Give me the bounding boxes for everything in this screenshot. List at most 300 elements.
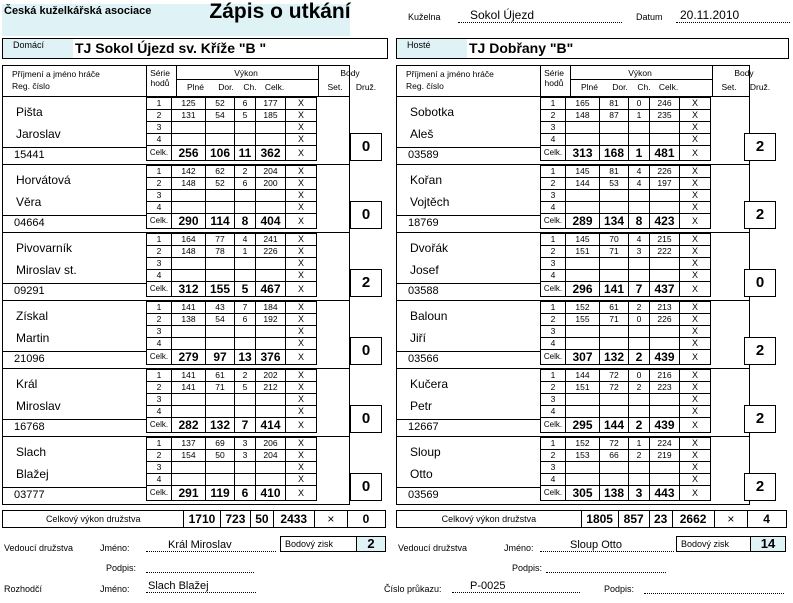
header-druz: Druž. bbox=[355, 82, 377, 92]
series-value[interactable] bbox=[629, 462, 650, 474]
series-value[interactable]: 72 bbox=[600, 438, 629, 450]
summary-x: × bbox=[714, 511, 748, 527]
set-mark: X bbox=[286, 98, 317, 110]
player-firstname: Jiří bbox=[410, 331, 426, 345]
series-value[interactable]: 138 bbox=[172, 314, 206, 326]
player-points: 2 bbox=[744, 201, 776, 229]
series-value[interactable] bbox=[650, 122, 680, 134]
series-value[interactable]: 202 bbox=[256, 370, 286, 382]
series-value[interactable] bbox=[206, 202, 235, 214]
series-value[interactable] bbox=[256, 202, 286, 214]
series-value[interactable] bbox=[566, 270, 600, 282]
guest-sign-line[interactable] bbox=[546, 562, 666, 573]
series-value[interactable]: 61 bbox=[600, 302, 629, 314]
series-row bbox=[147, 270, 317, 282]
series-value[interactable] bbox=[206, 190, 235, 202]
series-value[interactable] bbox=[206, 134, 235, 146]
series-value[interactable]: 216 bbox=[650, 370, 680, 382]
series-value[interactable] bbox=[650, 406, 680, 418]
header-plne: Plné bbox=[580, 82, 598, 92]
player-points: 2 bbox=[744, 473, 776, 501]
total-row bbox=[147, 486, 317, 501]
set-mark: X bbox=[286, 270, 317, 282]
series-value[interactable]: 2 bbox=[235, 370, 256, 382]
home-bodovy-zisk-label: Bodový zisk bbox=[280, 536, 358, 552]
series-value[interactable] bbox=[172, 134, 206, 146]
series-value[interactable]: 125 bbox=[172, 98, 206, 110]
series-value[interactable]: 151 bbox=[566, 246, 600, 258]
series-value[interactable]: 72 bbox=[600, 370, 629, 382]
series-value[interactable] bbox=[235, 406, 256, 418]
series-value[interactable]: 1 bbox=[235, 246, 256, 258]
set-mark: X bbox=[680, 474, 711, 486]
series-value[interactable]: 61 bbox=[206, 370, 235, 382]
set-mark: X bbox=[286, 122, 317, 134]
series-row bbox=[147, 110, 317, 122]
series-value[interactable] bbox=[566, 406, 600, 418]
summary-celk: 2662 bbox=[672, 511, 714, 527]
series-value[interactable] bbox=[256, 394, 286, 406]
set-mark: X bbox=[286, 246, 317, 258]
series-value[interactable] bbox=[235, 122, 256, 134]
series-value[interactable]: 192 bbox=[256, 314, 286, 326]
series-value[interactable]: 71 bbox=[600, 246, 629, 258]
series-row bbox=[147, 382, 317, 394]
series-value[interactable]: 246 bbox=[650, 98, 680, 110]
home-summary bbox=[2, 510, 386, 528]
series-value[interactable] bbox=[172, 462, 206, 474]
series-value[interactable]: 151 bbox=[566, 382, 600, 394]
series-value[interactable] bbox=[650, 258, 680, 270]
series-value[interactable]: 0 bbox=[629, 370, 650, 382]
summary-plne: 1710 bbox=[184, 511, 220, 527]
series-value[interactable] bbox=[629, 338, 650, 350]
total-row bbox=[147, 214, 317, 229]
player-reg: 15441 bbox=[14, 149, 45, 161]
series-value[interactable] bbox=[629, 258, 650, 270]
set-mark: X bbox=[680, 370, 711, 382]
series-value[interactable]: 206 bbox=[256, 438, 286, 450]
set-mark: X bbox=[680, 382, 711, 394]
home-label: Domácí bbox=[3, 39, 73, 58]
total-label: Celk. bbox=[147, 418, 172, 433]
series-row bbox=[541, 246, 711, 258]
player-points: 2 bbox=[744, 133, 776, 161]
series-value[interactable]: 4 bbox=[629, 178, 650, 190]
total-value: 414 bbox=[256, 418, 286, 433]
series-value[interactable]: 72 bbox=[600, 382, 629, 394]
player-row bbox=[396, 300, 750, 368]
series-value[interactable]: 165 bbox=[566, 98, 600, 110]
set-mark: X bbox=[286, 462, 317, 474]
series-value[interactable] bbox=[566, 202, 600, 214]
player-row bbox=[396, 96, 750, 164]
series-number: 1 bbox=[147, 166, 172, 178]
series-value[interactable]: 4 bbox=[629, 234, 650, 246]
set-mark: X bbox=[286, 350, 317, 365]
series-value[interactable]: 69 bbox=[206, 438, 235, 450]
series-value[interactable] bbox=[650, 394, 680, 406]
series-value[interactable] bbox=[650, 190, 680, 202]
player-surname: Pivovarník bbox=[16, 241, 73, 255]
series-value[interactable]: 177 bbox=[256, 98, 286, 110]
series-value[interactable] bbox=[600, 122, 629, 134]
series-value[interactable] bbox=[650, 326, 680, 338]
series-value[interactable]: 137 bbox=[172, 438, 206, 450]
series-value[interactable] bbox=[206, 338, 235, 350]
series-value[interactable] bbox=[206, 474, 235, 486]
series-value[interactable]: 148 bbox=[172, 178, 206, 190]
total-label: Celk. bbox=[147, 146, 172, 161]
series-value[interactable]: 200 bbox=[256, 178, 286, 190]
series-value[interactable] bbox=[650, 134, 680, 146]
series-value[interactable] bbox=[256, 462, 286, 474]
series-value[interactable]: 0 bbox=[629, 98, 650, 110]
series-value[interactable] bbox=[650, 270, 680, 282]
series-value[interactable] bbox=[172, 326, 206, 338]
player-firstname: Blažej bbox=[16, 467, 49, 481]
series-value[interactable]: 184 bbox=[256, 302, 286, 314]
series-value[interactable]: 54 bbox=[206, 110, 235, 122]
series-value[interactable] bbox=[629, 474, 650, 486]
series-value[interactable]: 3 bbox=[629, 246, 650, 258]
series-value[interactable]: 223 bbox=[650, 382, 680, 394]
series-value[interactable] bbox=[629, 122, 650, 134]
series-value[interactable]: 219 bbox=[650, 450, 680, 462]
association-name: Česká kuželkářská asociace bbox=[4, 5, 152, 17]
series-value[interactable] bbox=[256, 338, 286, 350]
total-value: 3 bbox=[629, 486, 650, 501]
series-row bbox=[147, 394, 317, 406]
series-value[interactable]: 3 bbox=[235, 438, 256, 450]
series-value[interactable]: 148 bbox=[566, 110, 600, 122]
set-mark: X bbox=[286, 134, 317, 146]
total-value: 295 bbox=[566, 418, 600, 433]
series-value[interactable] bbox=[650, 462, 680, 474]
series-value[interactable]: 50 bbox=[206, 450, 235, 462]
series-value[interactable]: 204 bbox=[256, 450, 286, 462]
series-value[interactable]: 78 bbox=[206, 246, 235, 258]
series-value[interactable] bbox=[172, 406, 206, 418]
series-value[interactable] bbox=[566, 190, 600, 202]
series-value[interactable] bbox=[629, 202, 650, 214]
series-value[interactable]: 204 bbox=[256, 166, 286, 178]
series-value[interactable]: 4 bbox=[629, 166, 650, 178]
series-value[interactable]: 1 bbox=[629, 438, 650, 450]
series-value[interactable] bbox=[566, 122, 600, 134]
series-value[interactable] bbox=[629, 270, 650, 282]
series-value[interactable] bbox=[172, 338, 206, 350]
total-value: 467 bbox=[256, 282, 286, 297]
total-value: 155 bbox=[206, 282, 235, 297]
series-number: 2 bbox=[541, 450, 566, 462]
set-mark: X bbox=[286, 214, 317, 229]
row-divider bbox=[396, 283, 540, 284]
date-label: Datum bbox=[636, 12, 663, 22]
series-value[interactable] bbox=[600, 406, 629, 418]
series-value[interactable] bbox=[629, 326, 650, 338]
series-value[interactable] bbox=[566, 134, 600, 146]
series-value[interactable] bbox=[629, 134, 650, 146]
set-mark: X bbox=[680, 326, 711, 338]
series-value[interactable] bbox=[256, 122, 286, 134]
series-value[interactable] bbox=[600, 202, 629, 214]
series-value[interactable] bbox=[172, 394, 206, 406]
series-value[interactable]: 77 bbox=[206, 234, 235, 246]
series-value[interactable] bbox=[235, 462, 256, 474]
player-row bbox=[2, 368, 350, 436]
series-value[interactable]: 185 bbox=[256, 110, 286, 122]
series-row bbox=[147, 122, 317, 134]
set-mark: X bbox=[680, 166, 711, 178]
series-value[interactable] bbox=[172, 190, 206, 202]
series-value[interactable] bbox=[256, 134, 286, 146]
series-value[interactable] bbox=[600, 462, 629, 474]
series-row bbox=[541, 302, 711, 314]
player-points: 0 bbox=[350, 133, 382, 161]
series-row bbox=[147, 474, 317, 486]
series-value[interactable]: 154 bbox=[172, 450, 206, 462]
series-value[interactable]: 6 bbox=[235, 178, 256, 190]
series-value[interactable]: 81 bbox=[600, 98, 629, 110]
series-value[interactable]: 3 bbox=[235, 450, 256, 462]
series-value[interactable]: 2 bbox=[629, 450, 650, 462]
series-value[interactable]: 141 bbox=[172, 382, 206, 394]
total-value: 8 bbox=[629, 214, 650, 229]
series-value[interactable]: 4 bbox=[235, 234, 256, 246]
row-divider bbox=[2, 283, 146, 284]
series-number: 4 bbox=[541, 474, 566, 486]
header-divider bbox=[540, 65, 541, 96]
series-value[interactable]: 226 bbox=[650, 166, 680, 178]
series-row bbox=[541, 406, 711, 418]
guest-leader-name: Sloup Otto bbox=[540, 539, 674, 552]
player-points: 0 bbox=[350, 473, 382, 501]
series-value[interactable] bbox=[235, 474, 256, 486]
series-value[interactable]: 144 bbox=[566, 178, 600, 190]
series-value[interactable]: 43 bbox=[206, 302, 235, 314]
series-value[interactable] bbox=[566, 394, 600, 406]
series-value[interactable] bbox=[650, 202, 680, 214]
series-value[interactable] bbox=[172, 202, 206, 214]
series-value[interactable]: 152 bbox=[566, 438, 600, 450]
home-sign-line[interactable] bbox=[146, 562, 254, 573]
series-value[interactable]: 222 bbox=[650, 246, 680, 258]
series-value[interactable] bbox=[235, 338, 256, 350]
series-value[interactable] bbox=[629, 190, 650, 202]
series-value[interactable] bbox=[172, 122, 206, 134]
series-value[interactable]: 0 bbox=[629, 314, 650, 326]
series-value[interactable]: 155 bbox=[566, 314, 600, 326]
series-value[interactable]: 2 bbox=[629, 302, 650, 314]
series-value[interactable] bbox=[172, 270, 206, 282]
set-mark: X bbox=[680, 394, 711, 406]
series-value[interactable]: 145 bbox=[566, 166, 600, 178]
series-number: 2 bbox=[541, 382, 566, 394]
series-value[interactable] bbox=[600, 190, 629, 202]
series-value[interactable] bbox=[206, 462, 235, 474]
series-row bbox=[541, 370, 711, 382]
home-name-label: Jméno: bbox=[100, 543, 130, 553]
series-value[interactable] bbox=[206, 406, 235, 418]
series-value[interactable] bbox=[650, 338, 680, 350]
total-value: 439 bbox=[650, 350, 680, 365]
header-divider bbox=[712, 65, 713, 96]
series-value[interactable]: 144 bbox=[566, 370, 600, 382]
series-value[interactable] bbox=[172, 258, 206, 270]
player-reg: 21096 bbox=[14, 353, 45, 365]
row-divider bbox=[2, 147, 146, 148]
header-celk: Celk. bbox=[658, 82, 679, 92]
series-value[interactable] bbox=[256, 326, 286, 338]
series-value[interactable] bbox=[256, 190, 286, 202]
series-value[interactable]: 213 bbox=[650, 302, 680, 314]
series-value[interactable]: 131 bbox=[172, 110, 206, 122]
series-value[interactable]: 71 bbox=[206, 382, 235, 394]
series-value[interactable]: 152 bbox=[566, 302, 600, 314]
series-value[interactable]: 62 bbox=[206, 166, 235, 178]
series-value[interactable] bbox=[235, 270, 256, 282]
series-value[interactable] bbox=[600, 474, 629, 486]
series-grid bbox=[540, 165, 711, 229]
series-number: 3 bbox=[541, 394, 566, 406]
player-points: 2 bbox=[744, 337, 776, 365]
series-value[interactable] bbox=[206, 394, 235, 406]
series-value[interactable]: 54 bbox=[206, 314, 235, 326]
series-value[interactable] bbox=[256, 258, 286, 270]
series-value[interactable] bbox=[600, 338, 629, 350]
referee-label: Rozhodčí bbox=[4, 584, 43, 594]
series-value[interactable]: 212 bbox=[256, 382, 286, 394]
series-value[interactable] bbox=[235, 190, 256, 202]
total-value: 2 bbox=[629, 418, 650, 433]
set-mark: X bbox=[286, 314, 317, 326]
player-firstname: Aleš bbox=[410, 127, 434, 141]
series-value[interactable] bbox=[600, 394, 629, 406]
header-divider bbox=[176, 79, 318, 80]
series-value[interactable] bbox=[235, 326, 256, 338]
series-value[interactable] bbox=[566, 258, 600, 270]
series-value[interactable] bbox=[650, 474, 680, 486]
series-value[interactable]: 197 bbox=[650, 178, 680, 190]
series-value[interactable]: 66 bbox=[600, 450, 629, 462]
series-value[interactable] bbox=[600, 134, 629, 146]
series-number: 1 bbox=[541, 166, 566, 178]
series-value[interactable] bbox=[629, 394, 650, 406]
series-value[interactable]: 52 bbox=[206, 98, 235, 110]
set-mark: X bbox=[286, 178, 317, 190]
summary-label: Celkový výkon družstva bbox=[441, 514, 537, 524]
series-value[interactable]: 70 bbox=[600, 234, 629, 246]
set-mark: X bbox=[680, 406, 711, 418]
series-row bbox=[541, 190, 711, 202]
series-value[interactable]: 6 bbox=[235, 314, 256, 326]
player-points: 0 bbox=[350, 337, 382, 365]
series-value[interactable]: 164 bbox=[172, 234, 206, 246]
series-value[interactable]: 145 bbox=[566, 234, 600, 246]
series-value[interactable]: 5 bbox=[235, 110, 256, 122]
series-value[interactable] bbox=[566, 338, 600, 350]
series-value[interactable]: 224 bbox=[650, 438, 680, 450]
series-value[interactable]: 141 bbox=[172, 370, 206, 382]
series-value[interactable] bbox=[600, 326, 629, 338]
series-value[interactable]: 235 bbox=[650, 110, 680, 122]
total-label: Celk. bbox=[147, 486, 172, 501]
series-value[interactable]: 7 bbox=[235, 302, 256, 314]
set-mark: X bbox=[680, 282, 711, 297]
series-value[interactable]: 226 bbox=[256, 246, 286, 258]
series-row bbox=[147, 202, 317, 214]
series-value[interactable] bbox=[235, 134, 256, 146]
header-druz: Druž. bbox=[749, 82, 771, 92]
set-mark: X bbox=[286, 326, 317, 338]
series-value[interactable]: 52 bbox=[206, 178, 235, 190]
series-value[interactable] bbox=[256, 474, 286, 486]
series-value[interactable] bbox=[600, 258, 629, 270]
header-divider bbox=[146, 65, 147, 96]
series-value[interactable] bbox=[172, 474, 206, 486]
series-value[interactable]: 226 bbox=[650, 314, 680, 326]
series-value[interactable]: 5 bbox=[235, 382, 256, 394]
series-value[interactable]: 141 bbox=[172, 302, 206, 314]
referee-sign-line[interactable] bbox=[644, 583, 784, 594]
player-surname: Kučera bbox=[410, 377, 449, 391]
series-value[interactable] bbox=[206, 326, 235, 338]
set-mark: X bbox=[680, 438, 711, 450]
series-value[interactable] bbox=[206, 258, 235, 270]
series-value[interactable] bbox=[256, 270, 286, 282]
total-row bbox=[147, 146, 317, 161]
series-value[interactable]: 215 bbox=[650, 234, 680, 246]
series-value[interactable] bbox=[235, 258, 256, 270]
series-value[interactable] bbox=[600, 270, 629, 282]
series-value[interactable] bbox=[206, 122, 235, 134]
series-value[interactable]: 53 bbox=[600, 178, 629, 190]
set-mark: X bbox=[286, 258, 317, 270]
series-value[interactable] bbox=[566, 462, 600, 474]
player-reg: 03589 bbox=[408, 149, 439, 161]
series-row bbox=[147, 178, 317, 190]
series-value[interactable] bbox=[566, 474, 600, 486]
series-value[interactable]: 6 bbox=[235, 98, 256, 110]
series-number: 2 bbox=[541, 246, 566, 258]
series-value[interactable]: 241 bbox=[256, 234, 286, 246]
series-value[interactable]: 81 bbox=[600, 166, 629, 178]
series-number: 3 bbox=[541, 190, 566, 202]
series-value[interactable] bbox=[235, 394, 256, 406]
set-mark: X bbox=[286, 474, 317, 486]
set-mark: X bbox=[286, 234, 317, 246]
series-value[interactable]: 2 bbox=[235, 166, 256, 178]
series-value[interactable]: 1 bbox=[629, 110, 650, 122]
series-value[interactable]: 87 bbox=[600, 110, 629, 122]
series-value[interactable] bbox=[206, 270, 235, 282]
series-value[interactable]: 148 bbox=[172, 246, 206, 258]
series-value[interactable]: 153 bbox=[566, 450, 600, 462]
set-mark: X bbox=[680, 486, 711, 501]
series-value[interactable]: 142 bbox=[172, 166, 206, 178]
series-value[interactable] bbox=[235, 202, 256, 214]
referee-card-label: Číslo průkazu: bbox=[384, 584, 442, 594]
series-value[interactable]: 2 bbox=[629, 382, 650, 394]
player-firstname: Miroslav bbox=[16, 399, 61, 413]
series-value[interactable] bbox=[566, 326, 600, 338]
referee-name-label: Jméno: bbox=[100, 584, 130, 594]
series-row bbox=[147, 166, 317, 178]
series-value[interactable]: 71 bbox=[600, 314, 629, 326]
series-value[interactable] bbox=[256, 406, 286, 418]
series-value[interactable] bbox=[629, 406, 650, 418]
